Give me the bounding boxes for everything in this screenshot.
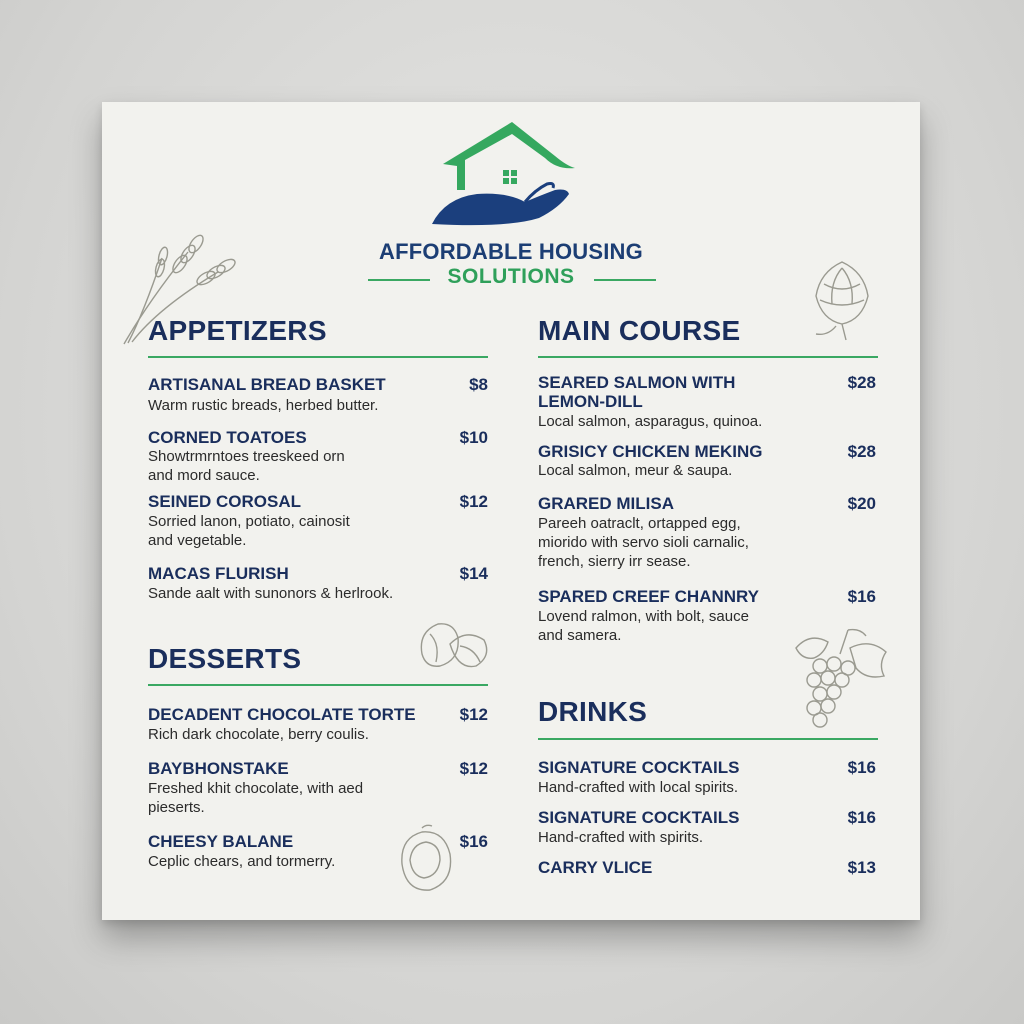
menu-item-price: $16 (847, 587, 876, 606)
menu-item-desc: Freshed khit chocolate, with aed pieserts. (148, 780, 364, 816)
menu-item-name: CHEESY BALANE (148, 832, 294, 851)
menu-item-name: SEARED SALMON WITH LEMON-DILL (538, 373, 736, 411)
menu-item-price: $16 (847, 758, 876, 777)
menu-item-price: $16 (847, 808, 876, 827)
menu-item-name: BAYBHONSTAKE (148, 759, 289, 778)
menu-item-price: $10 (459, 428, 488, 447)
menu-item-name: SEINED COROSAL (148, 492, 302, 511)
artichoke-icon (802, 254, 882, 344)
menu-item-price: $13 (847, 858, 876, 877)
main-course-title: MAIN COURSE (538, 315, 741, 346)
house-hand-logo-icon (427, 118, 577, 228)
brand-name: AFFORDABLE HOUSING (379, 239, 643, 264)
menu-item-price: $12 (459, 492, 488, 511)
menu-item-name: GRISICY CHICKEN MEKING (538, 442, 763, 461)
menu-item-desc: Showtrmrntoes treeskeed orn and mord sauce. (148, 448, 345, 484)
menu-item-name: SPARED CREEF CHANNRY (538, 587, 760, 606)
desserts-rule (148, 684, 488, 686)
appetizers-rule (148, 356, 488, 358)
menu-item-price: $16 (459, 832, 488, 851)
menu-item-price: $28 (847, 442, 876, 461)
menu-item-name: CORNED TOATOES (148, 428, 307, 447)
garlic-icon (414, 614, 494, 674)
menu-item-desc: Sande aalt with sunonors & herlrook. (148, 585, 394, 602)
menu-item-desc: Hand-crafted with local spirits. (538, 779, 739, 796)
menu-item-name: ARTISANAL BREAD BASKET (148, 375, 386, 394)
appetizers-title: APPETIZERS (148, 315, 327, 346)
menu-item-price: $12 (459, 759, 488, 778)
menu-item-price: $12 (459, 705, 488, 724)
menu-item-desc: Local salmon, asparagus, quinoa. (538, 413, 763, 430)
menu-item-desc: Lovend ralmon, with bolt, sauce and samera. (538, 608, 749, 644)
drinks-title: DRINKS (538, 696, 648, 727)
menu-item-desc: Ceplic chears, and tormerry. (148, 853, 336, 870)
brand-subtitle: SOLUTIONS (447, 265, 575, 288)
drinks-rule (538, 738, 878, 740)
menu-item-desc: Pareeh oatraclt, ortapped egg, miorido with servo sioli carnalic, french, sierry irr sease. (538, 515, 749, 570)
menu-item-desc: Hand-crafted with spirits. (538, 829, 704, 846)
menu-item-desc: Rich dark chocolate, berry coulis. (148, 726, 369, 743)
menu-item-name: GRARED MILISA (538, 494, 674, 513)
menu-card (102, 102, 920, 920)
menu-item-name: SIGNATURE COCKTAILS (538, 808, 740, 827)
menu-item-desc: Local salmon, meur & sauра. (538, 462, 733, 479)
main-course-rule (538, 356, 878, 358)
desserts-title: DESSERTS (148, 643, 302, 674)
menu-item-name: CARRY VLICE (538, 858, 653, 877)
menu-item-desc: Warm rustic breads, herbed butter. (148, 397, 379, 414)
menu-item-desc: Sorried lanon, potiato, cainosit and vegetable. (148, 513, 350, 549)
menu-item-name: DECADENT CHOCOLATE TORTE (148, 705, 416, 724)
menu-item-price: $20 (847, 494, 876, 513)
grapes-icon (790, 624, 890, 734)
menu-item-price: $14 (459, 564, 488, 583)
menu-item-price: $28 (847, 373, 876, 392)
menu-item-price: $8 (469, 375, 488, 394)
brand-divider-right (594, 279, 656, 281)
menu-item-name: SIGNATURE COCKTAILS (538, 758, 740, 777)
menu-item-name: MACAS FLURISH (148, 564, 289, 583)
